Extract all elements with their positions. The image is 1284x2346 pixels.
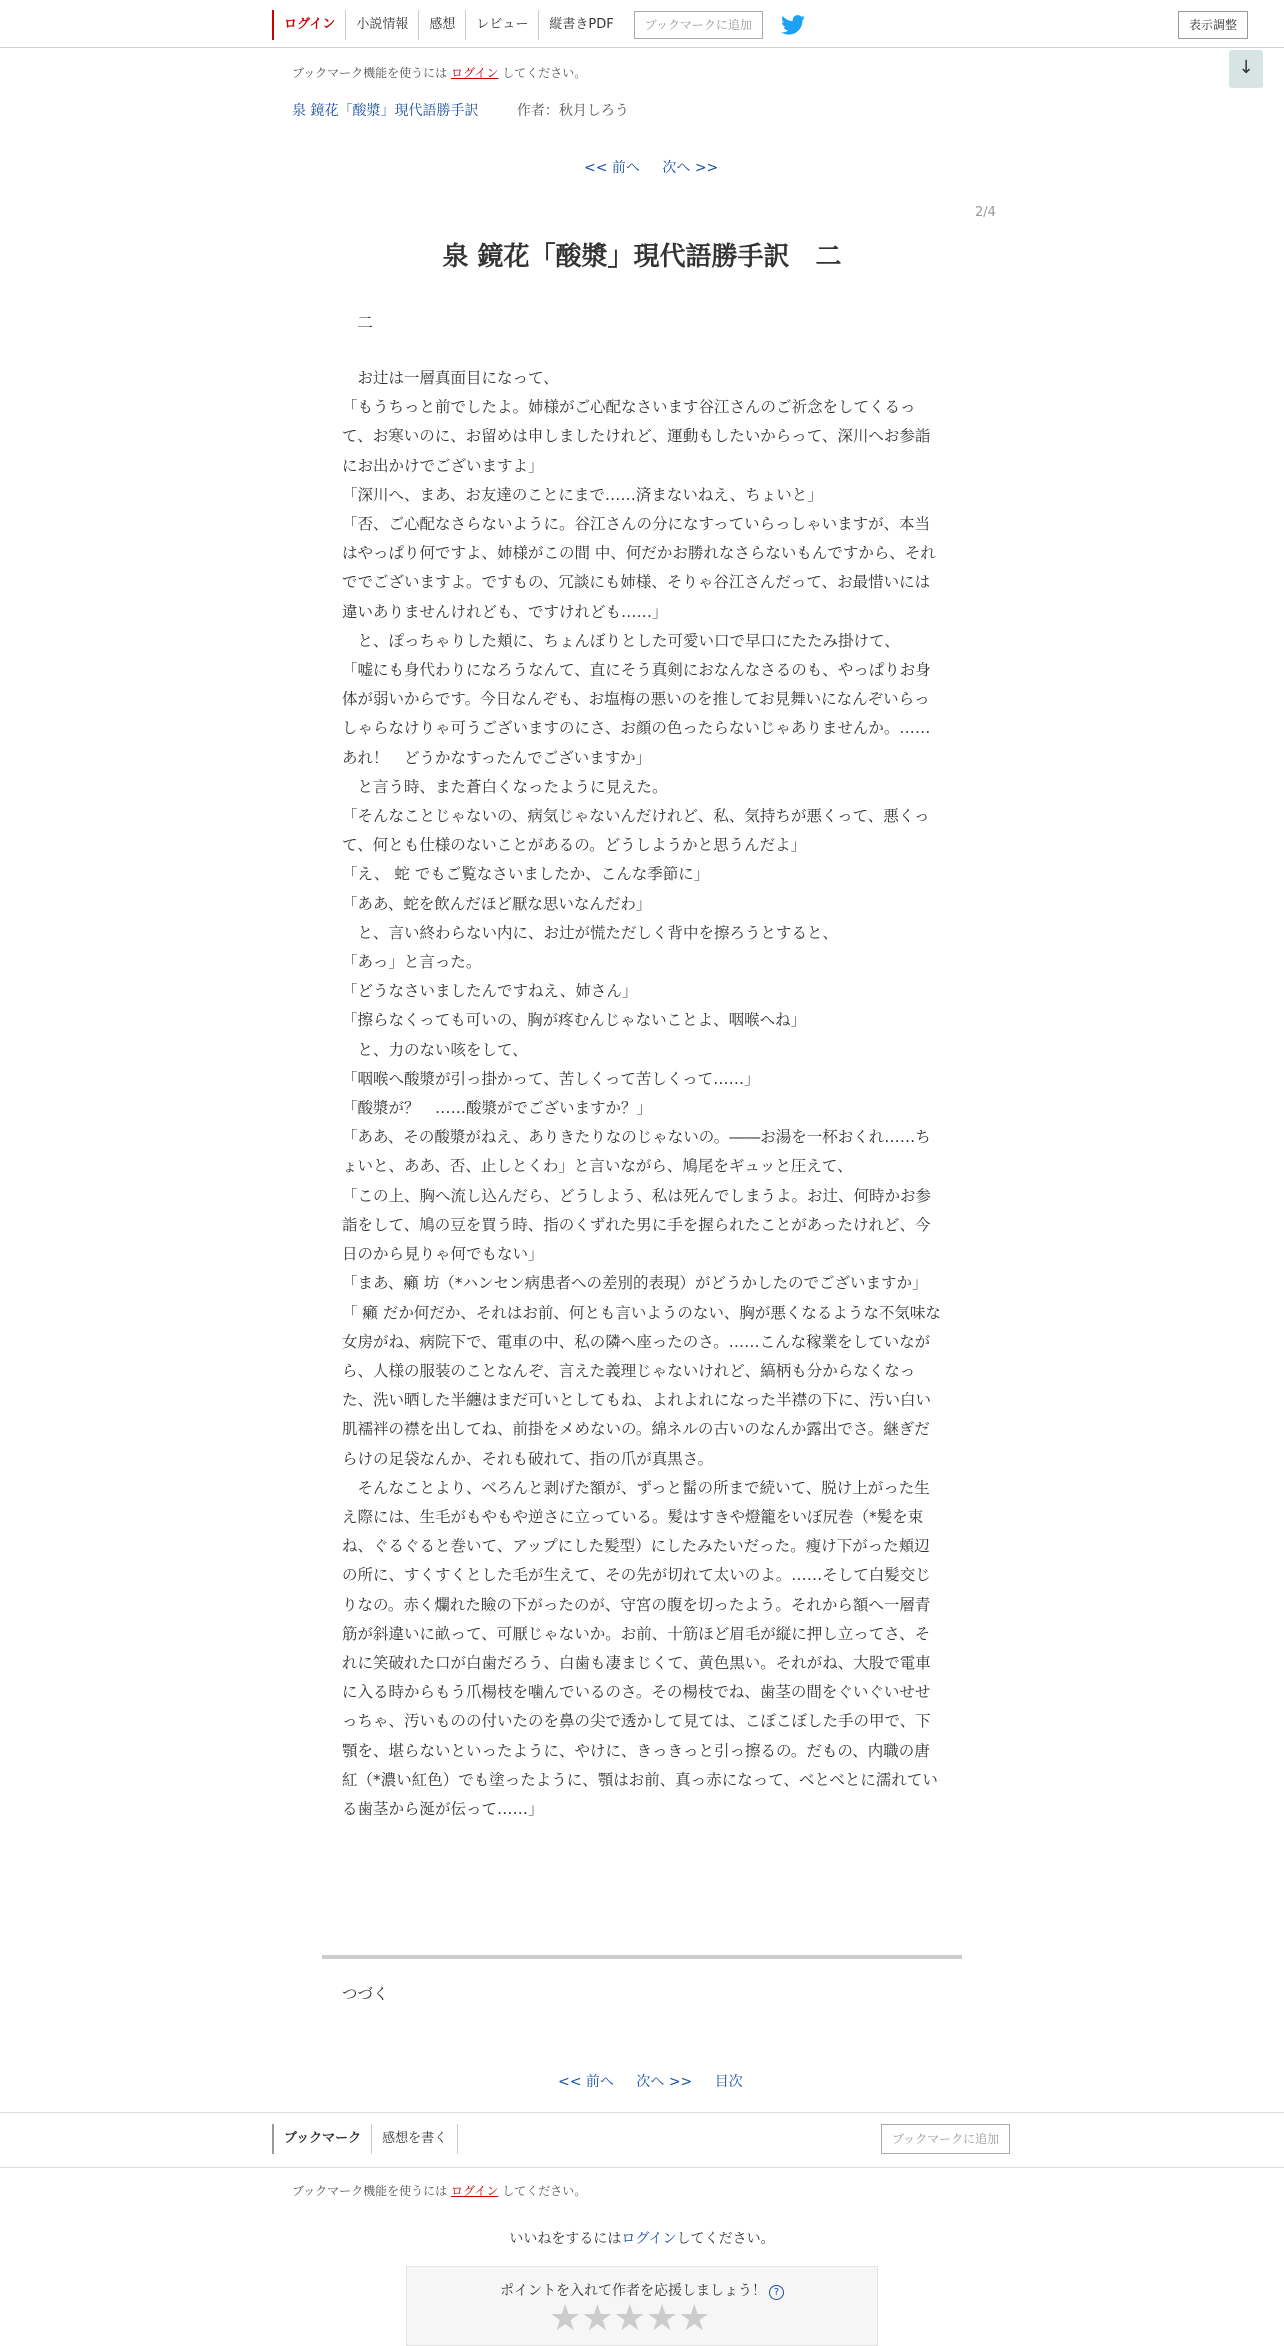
paragraph: 「え、 蛇 でもご覧なさいましたか、こんな季節に」: [342, 865, 710, 884]
like-login-note: [0, 2228, 1284, 2248]
login-note-suffix: してください。: [502, 66, 587, 80]
login-link[interactable]: ログイン: [451, 66, 499, 80]
author-name: 作者：秋月しろう: [516, 103, 629, 119]
next-page-link[interactable]: 次へ >>: [662, 160, 719, 176]
nav-login[interactable]: ログイン: [272, 10, 345, 40]
star-icon[interactable]: ★: [549, 2298, 582, 2339]
nav-novel-info[interactable]: 小説情報: [345, 10, 418, 40]
bottom-pager: [558, 2071, 761, 2091]
bookmark-login-note: [292, 64, 586, 81]
chapter-subtitle: 二: [357, 313, 374, 332]
paragraph: 「酸漿が？ ……酸漿がでございますか？」: [342, 1099, 653, 1118]
paragraph: と、言い終わらない内に、お辻が慌ただしく背中を擦ろうとすると、: [342, 923, 839, 942]
paragraph: と、力のない咳をして、: [342, 1040, 528, 1059]
toc-link[interactable]: 目次: [714, 2074, 743, 2090]
page-number: 2/4: [975, 205, 996, 220]
nav-vertical-pdf[interactable]: 縦書きPDF: [538, 10, 623, 40]
paragraph: 「もうちっと前でしたよ。姉様がご心配なさいます谷江さんのご祈念をしてくるって、お寒いのに、お留めは申しましたけれど、運動もしたいからって、深川へお参詣にお出かけでございますよ」: [342, 398, 931, 475]
help-icon[interactable]: ?: [769, 2285, 784, 2300]
bookmark-login-note-footer: [292, 2182, 586, 2199]
chapter-body: [342, 364, 942, 1824]
novel-title-link[interactable]: 泉 鏡花「酸漿」現代語勝手訳: [292, 103, 479, 119]
paragraph: 「ああ、その酸漿がねえ、ありきたりなのじゃないの。――お湯を一杯おくれ……ちょいと、ああ、否、止しとくわ」と言いながら、鳩尾をギュッと圧えて、: [342, 1128, 931, 1176]
support-text-line: [407, 2280, 877, 2300]
prev-page-link[interactable]: << 前へ: [558, 2074, 614, 2090]
bottom-nav-bookmark[interactable]: ブックマーク: [272, 2124, 371, 2154]
top-nav: [272, 10, 807, 40]
bottom-nav: [272, 2124, 458, 2154]
like-login-link[interactable]: ログイン: [621, 2231, 677, 2247]
bottom-nav-write-impression[interactable]: 感想を書く: [371, 2124, 457, 2154]
nav-divider: [457, 2124, 458, 2154]
afterword-divider: [322, 1955, 962, 1959]
paragraph: と言う時、また蒼白くなったように見えた。: [342, 777, 668, 796]
afterword-text: つづく: [342, 1985, 389, 2003]
prev-page-link[interactable]: << 前へ: [584, 160, 640, 176]
paragraph: 「そんなことじゃないの、病気じゃないんだけれど、私、気持ちが悪くって、悪くって、何とも仕様のないことがあるの。どうしようかと思うんだよ」: [342, 807, 930, 855]
paragraph: 「 癩 だか何だか、それはお前、何とも言いようのない、胸が悪くなるような不気味な女房がね、病院下で、電車の中、私の隣へ座ったのさ。……こんな稼業をしていながら、人様の服装のことなんぞ、言えた義理じゃないけれど、縞柄も分からなくなった、洗い晒した半纏はまだ可いとしてもね、よれよれになった半襟の下に、汚い白い肌襦袢の襟を出してね、前掛をメめないの。綿ネルの古いのなんか露出でさ。継ぎだらけの足袋なんか、それも破れて、指の爪が真黒さ。: [342, 1303, 941, 1468]
star-icon[interactable]: ★: [678, 2298, 711, 2339]
next-page-link[interactable]: 次へ >>: [636, 2074, 693, 2090]
paragraph: 「擦らなくっても可いの、胸が疼むんじゃないことよ、咽喉へね」: [342, 1011, 807, 1030]
like-prefix: いいねをするには: [509, 2231, 622, 2247]
paragraph: そんなことより、べろんと剥げた額が、ずっと髷の所まで続いて、脱け上がった生え際には、生毛がもやもや逆さに立っている。髪はすきや燈籠をいぼ尻巻（*髪を束ね、ぐるぐると巻いて、アップにした髪型）にしたみたいだった。瘦け下がった頬辺の所に、すくすくとした毛が生えて、その先が切れて太いのよ。……そして白髪交じりなの。赤く爛れた瞼の下がったのが、守宮の腹を切ったよう。それから額へ一層青筋が斜違いに畝って、可厭じゃないか。お前、十筋ほど眉毛が縦に押し立ってさ、それに笑破れた口が白歯だろう、白歯も凄まじくて、黄色黒い。それがね、大股で電車に入る時からもう爪楊枝を噛んでいるのさ。その楊枝でね、歯茎の間をぐいぐいせせっちゃ、汚いものの付いたのを鼻の尖で透かして見ては、こぼこぼした手の甲で、下顎を、堪らないといったように、やけに、きっきっと引っ擦るの。だもの、内職の唐紅（*濃い紅色）でも塗ったように、顎はお前、真っ赤になって、べとべとに濡れている歯茎から涎が伝って……」: [342, 1478, 938, 1818]
paragraph: お辻は一層真面目になって、: [342, 369, 559, 387]
chapter-title: 泉 鏡花「酸漿」現代語勝手訳 二: [442, 242, 842, 272]
paragraph: 「あっ」と言った。: [342, 953, 482, 972]
login-link[interactable]: ログイン: [451, 2184, 499, 2198]
paragraph: と、ぽっちゃりした頬に、ちょんぼりとした可愛い口で早口にたたみ掛けて、: [342, 631, 900, 650]
support-points-box: [406, 2266, 878, 2346]
paragraph: 「この上、胸へ流し込んだら、どうしよう、私は死んでしまうよ。お辻、何時かお参詣をして、鳩の豆を買う時、指のくずれた男に手を握られたことがあったけれど、今日のから見りゃ何でもない」: [342, 1186, 932, 1264]
nav-impressions[interactable]: 感想: [418, 10, 465, 40]
nav-review[interactable]: レビュー: [465, 10, 538, 40]
paragraph: 「深川へ、まあ、お友達のことにまで……済まないねえ、ちょいと」: [342, 485, 823, 504]
login-note-prefix: ブックマーク機能を使うには: [292, 66, 448, 80]
login-note-prefix: ブックマーク機能を使うには: [292, 2184, 448, 2198]
paragraph: 「どうなさいましたんですねえ、姉さん」: [342, 982, 638, 1001]
star-icon[interactable]: ★: [645, 2298, 679, 2339]
paragraph: 「否、ご心配なさらないように。谷江さんの分になすっていらっしゃいますが、本当はやっぱり何ですよ、姉様がこの間 中、何だかお勝れなさらないもんですから、それででございますよ。ですもの、冗談にも姉様、そりゃ谷江さんだって、お最惜いには違いありませんけれども、ですけれども……」: [342, 515, 936, 621]
star-icon[interactable]: ★: [581, 2298, 614, 2339]
footer-separator: [0, 2112, 1284, 2113]
novel-title-line: [292, 100, 629, 120]
paragraph: 「嘘にも身代わりになろうなんて、直にそう真剣におなんなさるのも、やっぱりお身体が弱いからです。今日なんぞも、お塩梅の悪いのを推してお見舞いになんぞいらっしゃらなけりゃ可うございますのにさ、お顔の色ったらないじゃありませんか。……あれ！ どうかなすったんでございますか」: [342, 661, 931, 767]
like-suffix: してください。: [676, 2231, 775, 2247]
paragraph: 「咽喉へ酸漿が引っ掛かって、苦しくって苦しくって……」: [342, 1069, 760, 1088]
add-bookmark-button[interactable]: ブックマークに追加: [634, 11, 763, 39]
star-icon[interactable]: ★: [613, 2298, 646, 2339]
paragraph: 「ああ、蛇を飲んだほど厭な思いなんだわ」: [342, 894, 652, 913]
add-bookmark-button-footer[interactable]: ブックマークに追加: [881, 2124, 1010, 2154]
twitter-bird-icon[interactable]: [781, 12, 807, 38]
support-text: ポイントを入れて作者を応援しましょう！: [500, 2283, 766, 2299]
scroll-down-button[interactable]: ↓: [1229, 50, 1263, 88]
top-navigation-bar: [0, 0, 1284, 48]
footer-separator: [0, 2167, 1284, 2168]
display-settings-button[interactable]: 表示調整: [1178, 11, 1248, 39]
login-note-suffix: してください。: [502, 2184, 587, 2198]
top-pager: [584, 157, 736, 177]
paragraph: 「まあ、癩 坊（*ハンセン病患者への差別的表現）がどうかしたのでございますか」: [342, 1274, 928, 1293]
